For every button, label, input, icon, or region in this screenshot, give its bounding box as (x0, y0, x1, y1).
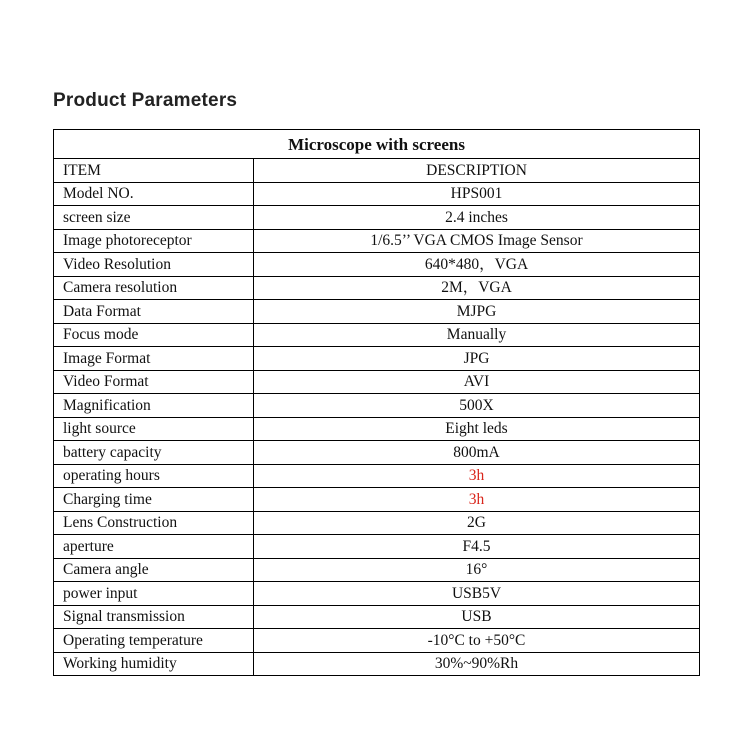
row-description: HPS001 (254, 182, 700, 206)
table-row (54, 582, 700, 606)
row-item: operating hours (54, 464, 254, 488)
row-item: Image Format (54, 347, 254, 371)
row-description: F4.5 (254, 535, 700, 559)
row-description: 30%~90%Rh (254, 652, 700, 676)
table-header-row (54, 159, 700, 183)
table-title-row (54, 130, 700, 159)
header-description: DESCRIPTION (254, 159, 700, 183)
spec-table-body (54, 130, 700, 676)
row-item: Model NO. (54, 182, 254, 206)
row-description: JPG (254, 347, 700, 371)
page-title: Product Parameters (53, 90, 238, 111)
row-item: Working humidity (54, 652, 254, 676)
row-description: 640*480，VGA (254, 253, 700, 277)
table-row (54, 535, 700, 559)
row-description: Eight leds (254, 417, 700, 441)
table-row (54, 417, 700, 441)
row-item: screen size (54, 206, 254, 230)
row-description: MJPG (254, 300, 700, 324)
row-item: Lens Construction (54, 511, 254, 535)
row-description: 2G (254, 511, 700, 535)
row-item: power input (54, 582, 254, 606)
spec-table (53, 129, 700, 676)
row-item: Operating temperature (54, 629, 254, 653)
row-item: aperture (54, 535, 254, 559)
table-row (54, 605, 700, 629)
table-row (54, 229, 700, 253)
row-description: Manually (254, 323, 700, 347)
table-row (54, 370, 700, 394)
table-row (54, 652, 700, 676)
row-description: AVI (254, 370, 700, 394)
row-description: 800mA (254, 441, 700, 465)
row-description: USB5V (254, 582, 700, 606)
table-row (54, 206, 700, 230)
row-item: Focus mode (54, 323, 254, 347)
row-description: -10°C to +50°C (254, 629, 700, 653)
table-row (54, 323, 700, 347)
row-item: Magnification (54, 394, 254, 418)
row-item: battery capacity (54, 441, 254, 465)
row-item: Data Format (54, 300, 254, 324)
row-item: Charging time (54, 488, 254, 512)
row-item: Signal transmission (54, 605, 254, 629)
table-row (54, 394, 700, 418)
row-description: USB (254, 605, 700, 629)
table-row (54, 464, 700, 488)
header-item: ITEM (54, 159, 254, 183)
row-item: Video Resolution (54, 253, 254, 277)
row-description: 2M，VGA (254, 276, 700, 300)
row-description: 3h (254, 464, 700, 488)
table-row (54, 182, 700, 206)
row-description: 500X (254, 394, 700, 418)
table-row (54, 276, 700, 300)
table-row (54, 253, 700, 277)
row-description: 3h (254, 488, 700, 512)
table-title: Microscope with screens (54, 130, 700, 159)
row-item: Camera angle (54, 558, 254, 582)
table-row (54, 347, 700, 371)
table-row (54, 558, 700, 582)
row-item: Image photoreceptor (54, 229, 254, 253)
row-description: 1/6.5’’ VGA CMOS Image Sensor (254, 229, 700, 253)
table-row (54, 300, 700, 324)
row-item: Video Format (54, 370, 254, 394)
table-row (54, 488, 700, 512)
table-row (54, 629, 700, 653)
row-description: 2.4 inches (254, 206, 700, 230)
row-item: Camera resolution (54, 276, 254, 300)
row-item: light source (54, 417, 254, 441)
table-row (54, 511, 700, 535)
table-row (54, 441, 700, 465)
row-description: 16° (254, 558, 700, 582)
